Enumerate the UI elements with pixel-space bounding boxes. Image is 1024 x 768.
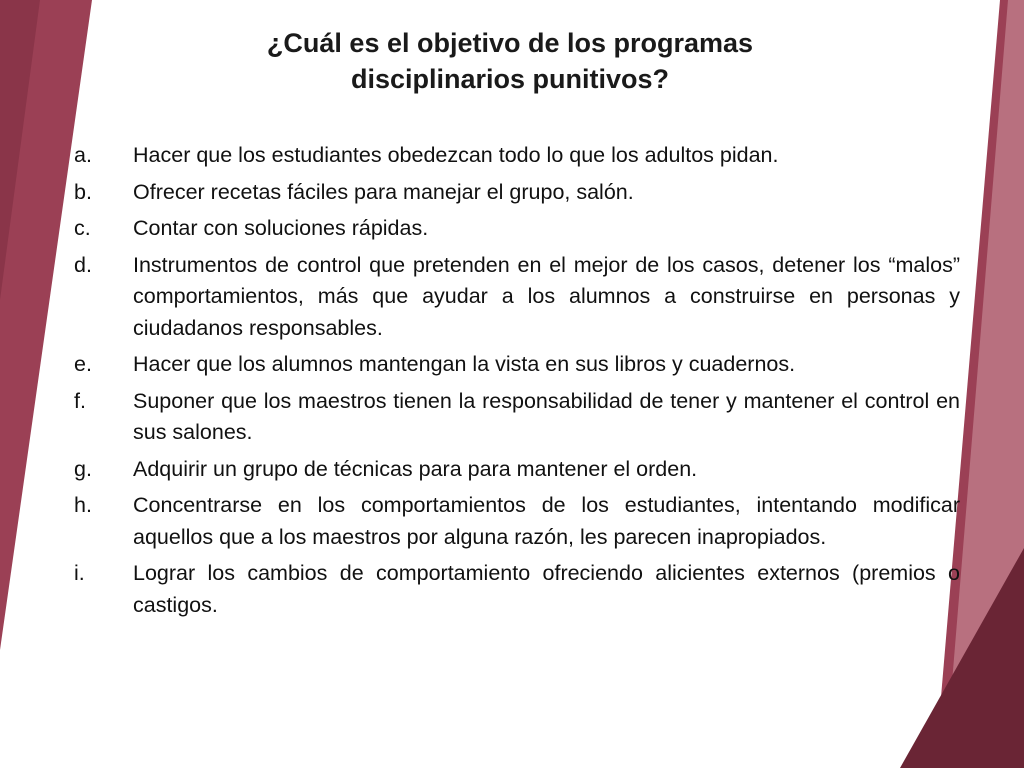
list-item-text: Contar con soluciones rápidas. [133, 216, 429, 240]
title-line-2: disciplinarios punitivos? [350, 63, 670, 94]
list-marker: b. [74, 179, 92, 204]
list-item [74, 386, 960, 449]
list-item-text: Lograr los cambios de comportamiento ofreciendo alicientes externos (premios o castigos. [133, 561, 960, 617]
list-marker: h. [74, 493, 92, 517]
list-marker: d. [74, 252, 92, 277]
list-marker: f. [74, 388, 86, 413]
list-item [74, 213, 960, 245]
title-line-1: ¿Cuál es el objetivo de los programas [266, 28, 754, 58]
list-marker: i. [74, 561, 85, 585]
list-item [74, 558, 960, 621]
list-item [74, 177, 960, 209]
list-item-text: Concentrarse en los comportamientos de los estudiantes, intentando modificar aquellos que a los maestros por alguna razón, les parecen inapropiados. [133, 493, 960, 549]
list-marker: g. [74, 456, 92, 481]
list-marker: e. [74, 352, 92, 376]
list-item [74, 140, 960, 172]
list-item-text: Adquirir un grupo de técnicas para para mantener el orden. [133, 456, 698, 481]
list-item-text: Ofrecer recetas fáciles para manejar el grupo, salón. [133, 179, 634, 204]
list-item-text: Hacer que los alumnos mantengan la vista en sus libros y cuadernos. [133, 352, 796, 376]
list-item-text: Hacer que los estudiantes obedezcan todo lo que los adultos pidan. [133, 143, 779, 167]
list-item [74, 454, 960, 486]
list-item [74, 250, 960, 345]
objectives-list [74, 140, 960, 626]
list-marker: c. [74, 216, 91, 240]
list-item [74, 490, 960, 553]
slide-title [130, 26, 890, 97]
list-item-text: Instrumentos de control que pretenden en el mejor de los casos, detener los “malos” comportamientos, más que ayudar a los alumnos a construirse en personas y ciudadanos responsables. [133, 252, 960, 340]
list-item [74, 349, 960, 381]
list-item-text: Suponer que los maestros tienen la responsabilidad de tener y mantener el control en sus salones. [133, 388, 960, 444]
list-marker: a. [74, 143, 92, 167]
